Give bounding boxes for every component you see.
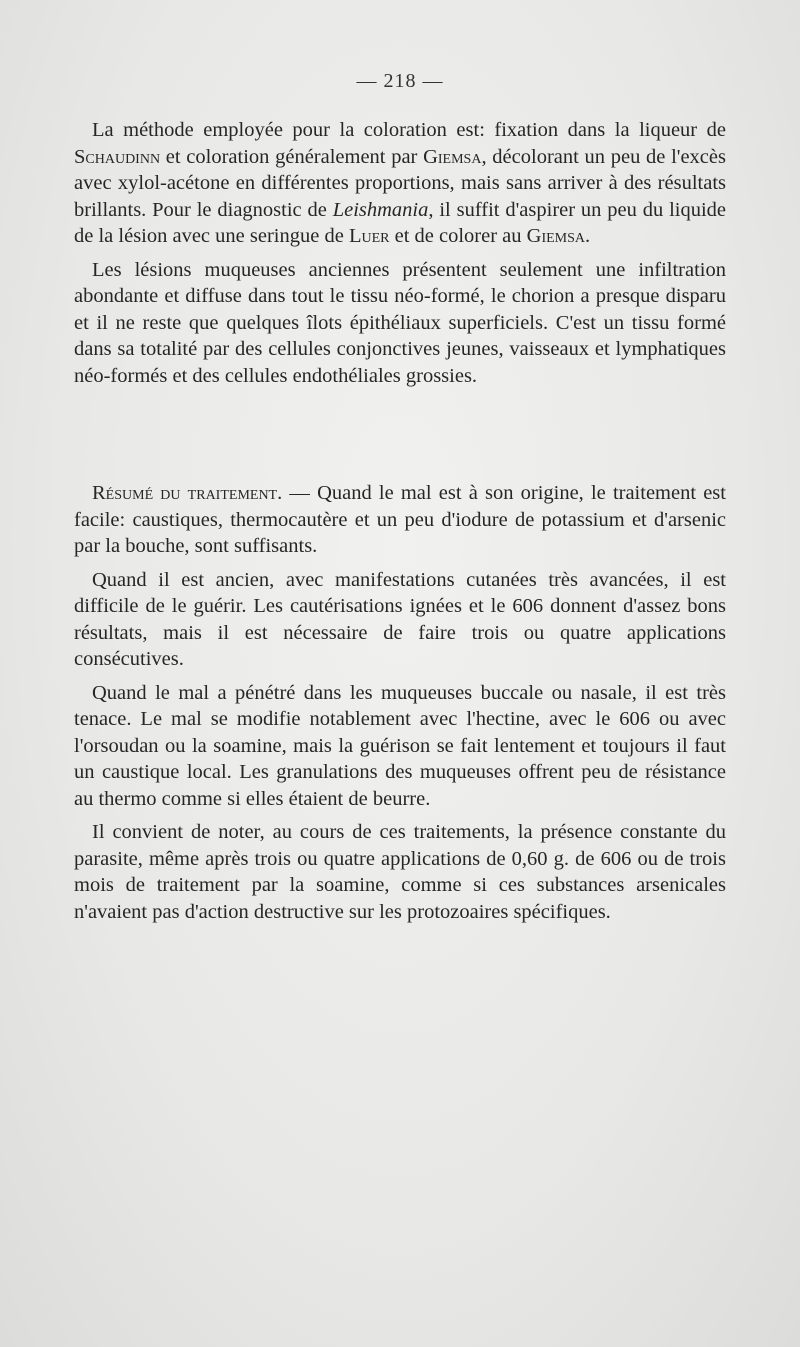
paragraph-coloration-method — [74, 117, 726, 250]
author-name-luer: Luer — [348, 225, 390, 247]
genus-name-leishmania: Leishmania — [332, 198, 429, 221]
paragraph-treatment-summary — [74, 480, 726, 560]
p3-text: — Quand le mal est à son origine, le traitement est facile: caustiques, thermocautère et un peu d'iodure de potassium et d'arsenic par la bouche, sont suffisants. — [74, 482, 726, 557]
text-block-treatment — [74, 480, 726, 925]
paragraph-parasite-persistence: Il convient de noter, au cours de ces traitements, la présence constante du parasite, même après trois ou quatre applications de 0,60 g. de 606 ou de trois mois de traitement par la soamine, comme si ces substances arsenicales n'avaient pas d'action destructive sur les protozoaires spécifiques. — [74, 821, 726, 923]
p1-text-c: , décolorant un peu de l'excès avec xylol-acétone en différentes proportions, mais sans arriver à des résultats brillants. Pour le diagnostic de — [74, 145, 726, 221]
p1-text-a: La méthode employée pour la coloration est: fixation dans la liqueur de — [92, 119, 726, 141]
paragraph-mucous-treatment: Quand le mal a pénétré dans les muqueuses buccale ou nasale, il est très tenace. Le mal se modifie notablement avec l'hectine, avec le 606 ou avec l'orsoudan ou la soamine, mais la guérison se fait lentement et toujours il faut un caustique local. Les granulations des muqueuses offrent peu de résistance au thermo comme si elles étaient de beurre. — [74, 681, 726, 810]
paragraph-advanced-cases: Quand il est ancien, avec manifestations cutanées très avancées, il est difficile de le guérir. Les cautérisations ignées et le 606 donnent d'assez bons résultats, mais il est nécessaire de faire trois ou quatre applications consécutives. — [74, 568, 726, 670]
paragraph-mucous-lesions: Les lésions muqueuses anciennes présentent seulement une infiltration abondante et diffuse dans tout le tissu néo-formé, le chorion a presque disparu et il ne reste que quelques îlots épithéliaux superficiels. C'est un tissu formé dans sa totalité par des cellules conjonctives jeunes, vaisseaux et lymphatiques néo-formés et des cellules endothéliales grossies. — [74, 258, 726, 387]
page-number: — 218 — — [356, 70, 444, 92]
text-block-top — [74, 117, 726, 389]
author-name-schaudinn: Schaudinn — [74, 145, 161, 168]
p1-text-f: . — [585, 225, 591, 247]
p1-text-e: et de colorer au — [389, 225, 527, 247]
section-heading-treatment: Résumé du traitement. — [92, 482, 283, 504]
author-name-giemsa-2: Giemsa — [526, 225, 586, 247]
p1-text-b: et coloration généralement par — [160, 145, 424, 168]
p1-text-d: , il suffit d'aspirer un peu du liquide de la lésion avec une seringue de — [74, 198, 727, 247]
author-name-giemsa: Giemsa — [423, 145, 482, 168]
